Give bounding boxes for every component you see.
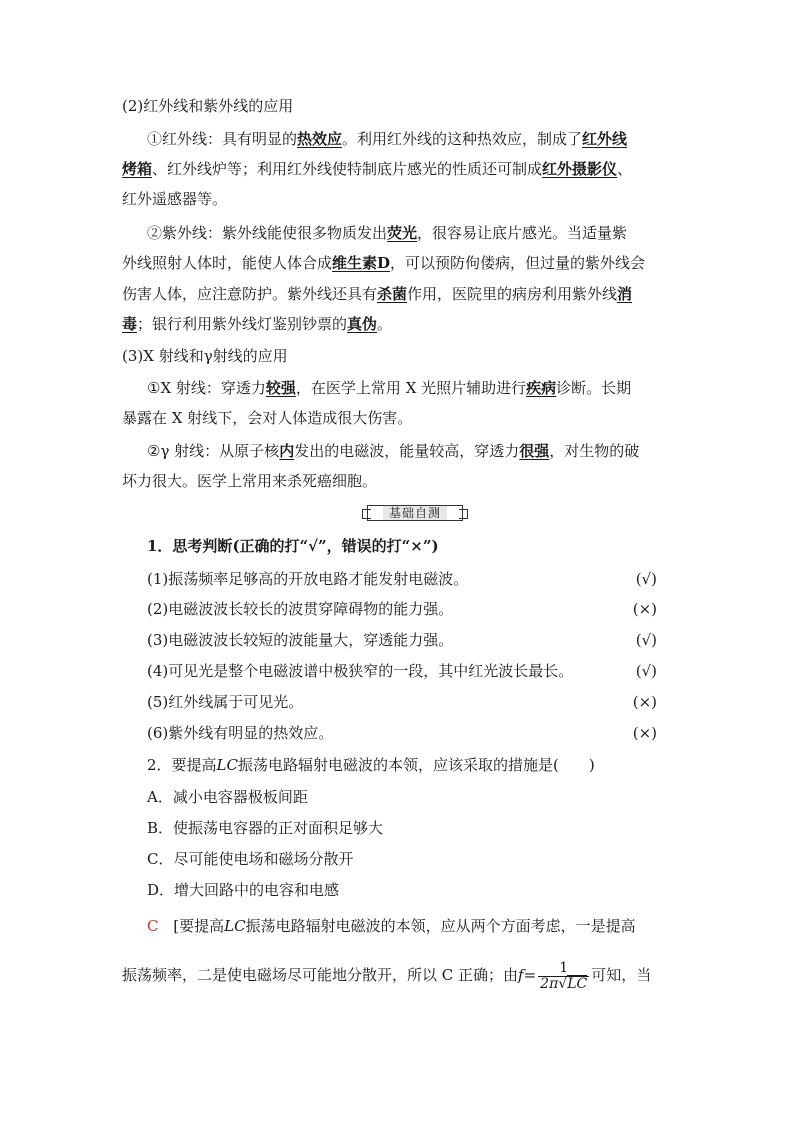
blank-answer: 维生素D (332, 254, 391, 272)
judge-mark: (√) (635, 662, 657, 680)
frequency-formula: $\frac{1}{2\pi√LC}$ (540, 959, 588, 992)
judge-mark: (×) (632, 724, 657, 742)
judge-mark: (×) (632, 600, 657, 618)
blank-answer: 红外线 (582, 130, 628, 148)
sqrt-icon: √ (558, 975, 568, 992)
uv-paragraph-line-1: ②紫外线：紫外线能使很多物质发出荧光，很容易让底片感光。当适量紫 (147, 224, 628, 242)
judge-mark: (×) (632, 693, 657, 711)
blank-answer: 很强 (519, 442, 550, 460)
option-a: A．减小电容器极板间距 (147, 788, 308, 806)
blank-answer: 较强 (265, 379, 296, 397)
blank-answer: 真伪 (347, 315, 378, 333)
judge-item: (5)红外线属于可见光。 (×) (147, 693, 657, 711)
option-d: D．增大回路中的电容和电感 (147, 881, 340, 899)
judge-mark: (√) (635, 631, 657, 649)
judge-item: (1)振荡频率足够高的开放电路才能发射电磁波。 (√) (147, 570, 657, 588)
judge-item: (2)电磁波波长较长的波贯穿障碍物的能力强。 (×) (147, 600, 657, 618)
blank-answer: 烤箱 (122, 160, 153, 178)
blank-answer: 疾病 (526, 379, 557, 397)
uv-paragraph-line-2: 外线照射人体时，能使人体合成维生素D，可以预防佝偻病，但过量的紫外线会 (122, 254, 646, 272)
judge-item: (6)紫外线有明显的热效应。 (×) (147, 724, 657, 742)
ir-paragraph-line-3: 红外遥感器等。 (122, 190, 228, 208)
blank-answer: 热效应 (297, 130, 343, 148)
judge-item: (3)电磁波波长较短的波能量大，穿透能力强。 (√) (147, 631, 657, 649)
option-c: C．尽可能使电场和磁场分散开 (147, 850, 354, 868)
option-b: B．使振荡电容器的正对面积足够大 (147, 819, 384, 837)
judge-item: (4)可见光是整个电磁波谱中极狭窄的一段，其中红光波长最长。 (√) (147, 662, 657, 680)
answer-line-2: 振荡频率，二是使电磁场尽可能地分散开，所以 C 正确；由f= $\frac{1}{2\pi√LC}$ 可知，当 (122, 959, 652, 992)
section-heading-x-gamma: (3)X 射线和γ射线的应用 (122, 347, 288, 365)
blank-answer: 消 (617, 285, 633, 303)
xray-paragraph-line-2: 暴露在 X 射线下，会对人体造成很大伤害。 (122, 409, 413, 427)
blank-answer: 荧光 (387, 224, 418, 242)
section-heading-ir-uv: (2)红外线和紫外线的应用 (122, 97, 294, 115)
answer-letter: C (147, 917, 159, 935)
blank-answer: 毒 (122, 315, 138, 333)
question-2-title: 2．要提高LC振荡电路辐射电磁波的本领，应该采取的措施是( ) (147, 756, 595, 774)
xray-paragraph-line-1: ①X 射线：穿透力较强，在医学上常用 X 光照片辅助进行疾病诊断。长期 (147, 379, 632, 397)
blank-answer: 杀菌 (377, 285, 408, 303)
uv-paragraph-line-4: 毒；银行利用紫外线灯鉴别钞票的真伪。 (122, 315, 393, 333)
answer-line-1: C [要提高LC振荡电路辐射电磁波的本领，应从两个方面考虑，一是提高 (147, 917, 636, 935)
ir-paragraph-line-2: 烤箱、红外线炉等；利用红外线使特制底片感光的性质还可制成红外摄影仪、 (122, 160, 633, 178)
gamma-paragraph-line-2: 坏力很大。医学上常用来杀死癌细胞。 (122, 472, 378, 490)
uv-paragraph-line-3: 伤害人体，应注意防护。紫外线还具有杀菌作用，医院里的病房利用紫外线消 (122, 285, 633, 303)
blank-answer: 红外摄影仪 (542, 160, 618, 178)
blank-answer: 内 (279, 442, 295, 460)
section-banner: 基础自测 (367, 505, 463, 521)
judge-mark: (√) (635, 570, 657, 588)
gamma-paragraph-line-1: ②γ 射线：从原子核内发出的电磁波，能量较高，穿透力很强，对生物的破 (147, 442, 640, 460)
ir-paragraph-line-1: ①红外线：具有明显的热效应。利用红外线的这种热效应，制成了红外线 (147, 130, 628, 148)
question-1-title: 1．思考判断(正确的打“√”，错误的打“×”) (147, 537, 439, 555)
